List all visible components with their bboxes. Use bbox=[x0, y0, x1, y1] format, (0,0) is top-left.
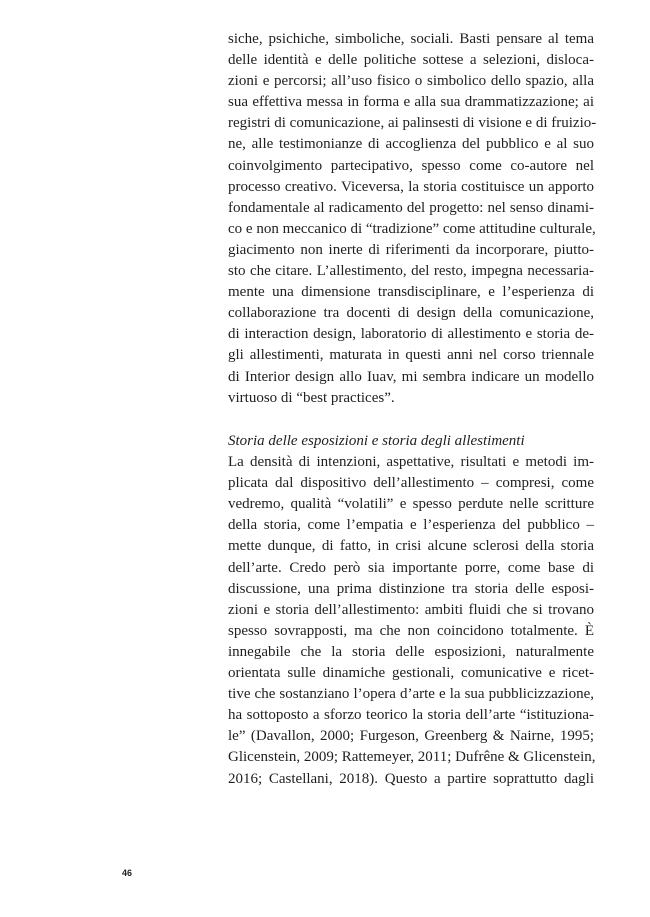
text-line: delle identità e delle politiche sottese a selezioni, disloca- bbox=[228, 52, 594, 69]
text-line: vedremo, qualità “volatili” e spesso perdute nelle scritture bbox=[228, 496, 594, 513]
text-line: virtuoso di “best practices”. bbox=[228, 389, 395, 406]
text-line: zioni e storia dell’allestimento: ambiti fluidi che si trovano bbox=[228, 601, 594, 618]
text-line: siche, psichiche, simboliche, sociali. Basti pensare al tema bbox=[228, 31, 594, 47]
text-line: innegabile che la storia delle esposizioni, naturalmente bbox=[228, 643, 594, 660]
text-line: registri di comunicazione, ai palinsesti di visione e di fruizio- bbox=[228, 115, 597, 132]
text-line: discussione, una prima distinzione tra storia delle esposi- bbox=[228, 580, 594, 597]
text-line: ha sottoposto a sforzo teorico la storia dell’arte “istituziona- bbox=[228, 707, 594, 724]
text-line: fondamentale al radicamento del progetto: nel senso dinami- bbox=[228, 199, 594, 216]
text-line: La densità di intenzioni, aspettative, risultati e metodi im- bbox=[228, 454, 594, 471]
text-line: spesso sovrapposti, ma che non coincidono totalmente. È bbox=[228, 622, 594, 639]
body-text-section-2 bbox=[228, 431, 594, 790]
text-line: plicata dal dispositivo dell’allestimento – compresi, come bbox=[228, 475, 594, 492]
text-line: co e non meccanico di “tradizione” come attitudine culturale, bbox=[228, 220, 596, 237]
text-line: le” (Davallon, 2000; Furgeson, Greenberg & Nairne, 1995; bbox=[228, 728, 594, 745]
text-line: processo creativo. Viceversa, la storia costituisce un apporto bbox=[228, 178, 594, 195]
page-number: 46 bbox=[122, 868, 133, 878]
text-line: coinvolgimento partecipativo, spesso come co-autore nel bbox=[228, 157, 594, 174]
text-line: mente una dimensione transdisciplinare, e l’esperienza di bbox=[228, 284, 594, 301]
text-line: gli allestimenti, maturata in questi anni nel corso triennale bbox=[228, 347, 594, 364]
text-line: Glicenstein, 2009; Rattemeyer, 2011; Dufrêne & Glicenstein, bbox=[228, 749, 596, 766]
section-heading: Storia delle esposizioni e storia degli allestimenti bbox=[228, 433, 525, 449]
text-line: 2016; Castellani, 2018). Questo a partire soprattutto dagli bbox=[228, 770, 594, 787]
text-line: di Interior design allo Iuav, mi sembra indicare un modello bbox=[228, 368, 594, 385]
text-line: zioni e percorsi; all’uso fisico o simbolico dello spazio, alla bbox=[228, 73, 594, 90]
text-line: sto che citare. L’allestimento, del resto, impegna necessaria- bbox=[228, 263, 594, 280]
text-line: giacimento non inerte di riferimenti da incorporare, piutto- bbox=[228, 241, 594, 258]
text-line: tive che sostanziano l’opera d’arte e la sua pubblicizzazione, bbox=[228, 686, 594, 703]
text-line: orientata sulle dinamiche gestionali, comunicative e ricet- bbox=[228, 665, 594, 682]
text-line: mette dunque, di fatto, in crisi alcune sclerosi della storia bbox=[228, 538, 594, 555]
text-line: sua effettiva messa in forma e alla sua drammatizzazione; ai bbox=[228, 94, 594, 111]
text-line: di interaction design, laboratorio di allestimento e storia de- bbox=[228, 326, 594, 343]
text-line: dell’arte. Credo però sia importante porre, come base di bbox=[228, 559, 594, 576]
body-text-paragraph-1 bbox=[228, 29, 597, 409]
text-line: ne, alle testimonianze di accoglienza del pubblico e al suo bbox=[228, 136, 594, 153]
text-line: della storia, come l’empatia e l’esperienza del pubblico – bbox=[228, 517, 594, 534]
text-line: collaborazione tra docenti di design della comunicazione, bbox=[228, 305, 594, 322]
